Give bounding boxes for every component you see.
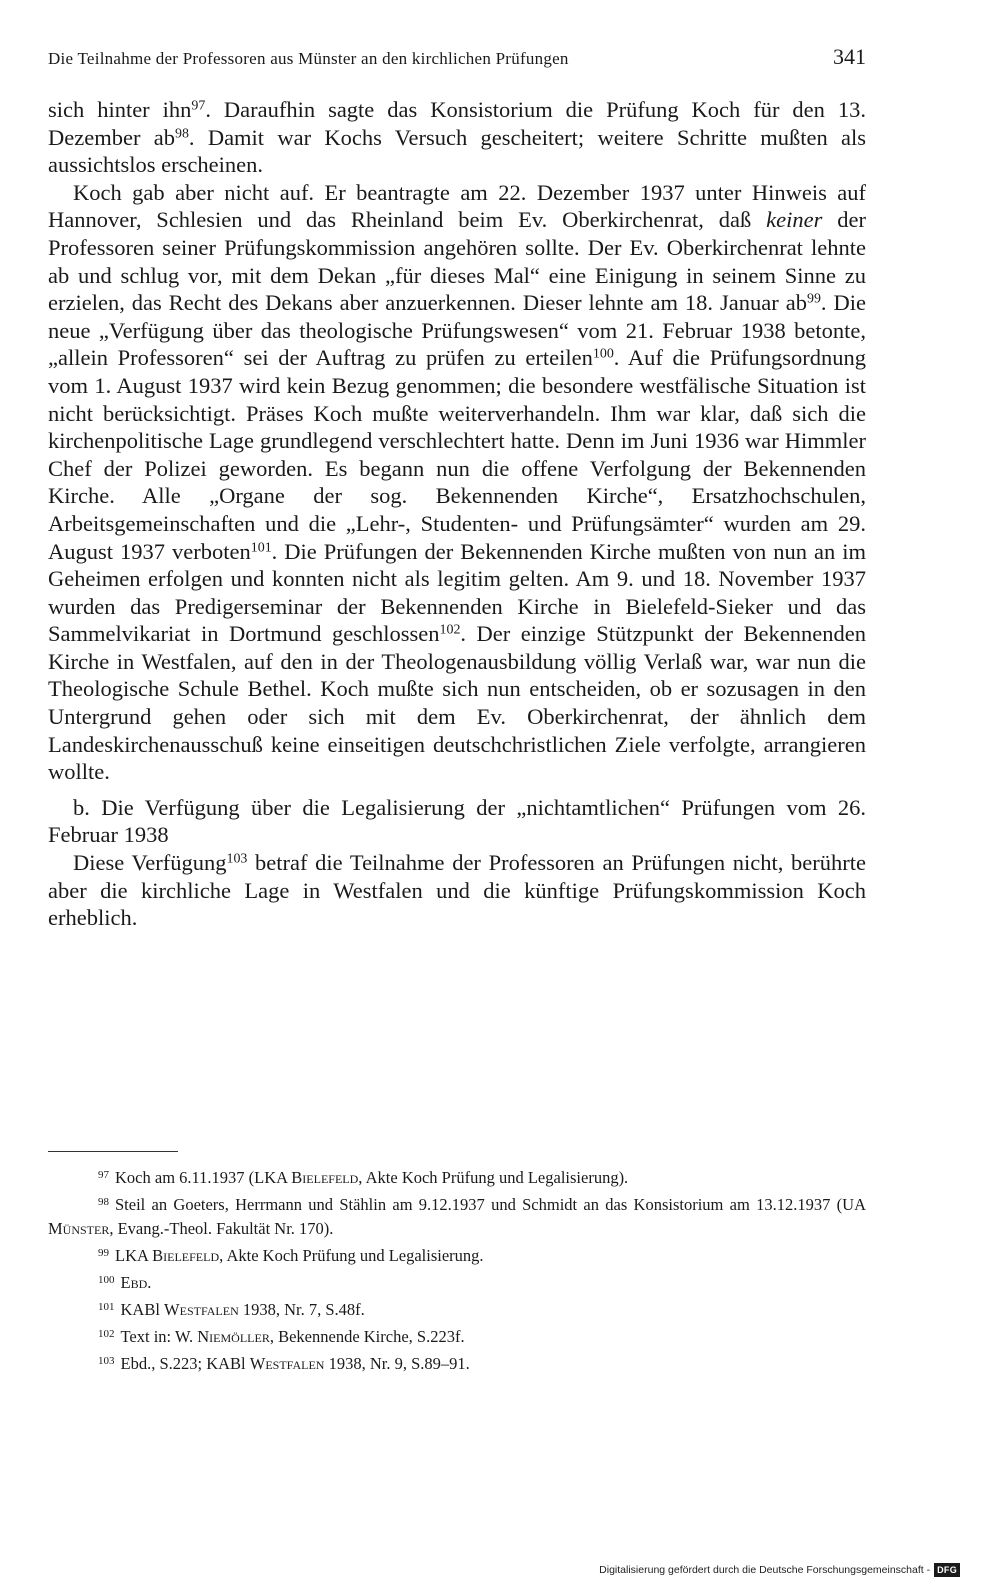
footnote-smallcaps: Bielefeld <box>291 1167 359 1187</box>
footnote <box>48 1241 866 1268</box>
footnote-ref: 99 <box>806 291 821 307</box>
footnote-ref: 101 <box>250 539 272 555</box>
section-heading-b: b. Die Verfügung über die Legalisierung der „nichtamtlichen“ Prüfungen vom 26. Februar 1938 <box>48 794 866 848</box>
footnote-smallcaps: Bielefeld <box>152 1245 220 1265</box>
text-run: der Professoren seiner Prüfungskommission angehören sollte. Der Ev. Oberkirchenrat lehnte ab und schlug vor, mit dem Dekan „für dieses Mal“ eine Einigung in seinem Sinne zu erzielen, das Recht des Dekans aber anzuerkennen. Dieser lehnte am 18. Januar ab <box>48 207 866 316</box>
footnote <box>48 1190 866 1241</box>
dfg-logo: DFG <box>934 1563 960 1577</box>
text-run: betraf die Teilnahme der Professoren an Prüfungen nicht, berührte aber die kirchliche Lage in Westfalen und die künftige Prüfungskommission Koch erheblich. <box>48 850 866 931</box>
footnote <box>48 1295 866 1322</box>
running-head: Die Teilnahme der Professoren aus Münster an den kirchlichen Prüfungen <box>48 49 569 68</box>
footnote-ref: 100 <box>592 346 614 362</box>
text-run: . Die Prüfungen der Bekennenden Kirche mußten von nun an im Geheimen erfolgen und konnten nicht als legitim gelten. Am 9. und 18. November 1937 wurden das Predigerseminar der Bekennenden Kirche in Bielefeld-Sieker und das Sammelvikariat in Dortmund geschlossen <box>48 538 866 647</box>
footnote-smallcaps: Westfalen <box>164 1299 239 1319</box>
text-run: Koch gab aber nicht auf. Er beantragte am 22. Dezember 1937 unter Hinweis auf Hannover, Schlesien und das Rheinland beim Ev. Oberkirchenrat, daß <box>48 179 866 233</box>
footnote-number: 102 <box>98 1327 115 1340</box>
footnote-text: , Akte Koch Prüfung und Legalisierung. <box>219 1245 484 1265</box>
footnote-ref: 97 <box>191 98 206 114</box>
footnote-text: Ebd., S.223; KABl <box>120 1353 250 1373</box>
text-run: sich hinter ihn <box>48 97 192 122</box>
footnote <box>48 1322 866 1349</box>
page-header <box>48 44 866 76</box>
page-number: 341 <box>833 44 866 69</box>
footnote <box>48 1268 866 1295</box>
footnote-text: , Evang.-Theol. Fakultät Nr. 170). <box>109 1218 334 1238</box>
footnotes <box>48 1163 866 1376</box>
paragraph-3 <box>48 849 866 932</box>
footnote-text: KABl <box>120 1299 165 1319</box>
footnote-divider <box>48 1151 178 1152</box>
footnote-number: 98 <box>98 1195 109 1208</box>
footnote-text: 1938, Nr. 7, S.48f. <box>238 1299 365 1319</box>
footnote <box>48 1349 866 1376</box>
text-run: . Die neue „Verfügung über das theologische Prüfungswesen“ vom 21. Februar 1938 betonte, „allein Professoren“ sei der Auftrag zu prüfen zu erteilen <box>48 290 866 371</box>
footnote-number: 99 <box>98 1246 109 1259</box>
footnote-text: LKA <box>115 1245 153 1265</box>
text-run: . Daraufhin sagte das Konsistorium die Prüfung Koch für den 13. Dezember ab <box>48 97 866 150</box>
digitization-credit <box>599 1561 960 1579</box>
footnote-number: 97 <box>98 1169 109 1181</box>
footnote-text: 1938, Nr. 9, S.89–91. <box>324 1353 470 1373</box>
footnote-text: Text in: W. <box>120 1326 198 1346</box>
paragraph-2 <box>48 179 866 786</box>
text-run: . Auf die Prüfungsordnung vom 1. August 1937 wird kein Bezug genommen; die besondere westfälische Situation ist nicht berücksichtigt. Präses Koch mußte weiterverhandeln. Ihm war klar, daß sich die kirchenpolitische Lage grundlegend verschlechtert hatte. Denn im Juni 1936 war Himmler Chef der Polizei geworden. Es begann nun die offene Verfolgung der Bekennenden Kirche. Alle „Organe der sog. Bekennenden Kirche“, Ersatzhochschulen, Arbeitsgemeinschaften und die „Lehr-, Studenten- und Prüfungsämter“ wurden am 29. August 1937 verboten <box>48 345 866 564</box>
footnote-number: 101 <box>98 1300 115 1313</box>
footnote-ref: 98 <box>174 125 189 141</box>
text-run: Diese Verfügung <box>73 850 227 876</box>
credit-text: Digitalisierung gefördert durch die Deutsche Forschungsgemeinschaft - <box>599 1564 931 1576</box>
footnote-text: , Bekennende Kirche, S.223f. <box>269 1326 465 1346</box>
footnote-smallcaps: Ebd. <box>120 1272 152 1292</box>
emphasis: keiner <box>766 207 823 233</box>
text-run: . Damit war Kochs Versuch gescheitert; weitere Schritte mußten als aussichtslos erscheinen. <box>48 124 866 178</box>
footnote-text: Steil an Goeters, Herrmann und Stählin am 9.12.1937 und Schmidt an das Konsistorium am 13.12.1937 (UA <box>115 1194 866 1214</box>
footnote-smallcaps: Niemöller <box>197 1326 270 1346</box>
footnote-text: Koch am 6.11.1937 (LKA <box>115 1167 292 1187</box>
footnote-number: 100 <box>98 1273 115 1286</box>
footnote <box>48 1163 866 1190</box>
footnote-ref: 102 <box>439 622 461 638</box>
footnote-smallcaps: Münster <box>48 1218 110 1238</box>
paragraph-1 <box>48 96 866 179</box>
main-text <box>48 96 866 932</box>
footnote-ref: 103 <box>226 851 248 867</box>
footnote-smallcaps: Westfalen <box>249 1353 325 1373</box>
footnote-text: , Akte Koch Prüfung und Legalisierung). <box>358 1167 629 1187</box>
footnote-number: 103 <box>98 1354 115 1367</box>
text-run: . Der einzige Stützpunkt der Bekennenden Kirche in Westfalen, auf den in der Theologenausbildung völlig Verlaß war, war nun die Theologische Schule Bethel. Koch mußte sich nun entscheiden, ob er sozusagen in den Untergrund gehen oder sich mit dem Ev. Oberkirchenrat, der ähnlich dem Landeskirchenausschuß keine einseitigen deutschchristlichen Ziele verfolgte, arrangieren wollte. <box>48 621 866 785</box>
